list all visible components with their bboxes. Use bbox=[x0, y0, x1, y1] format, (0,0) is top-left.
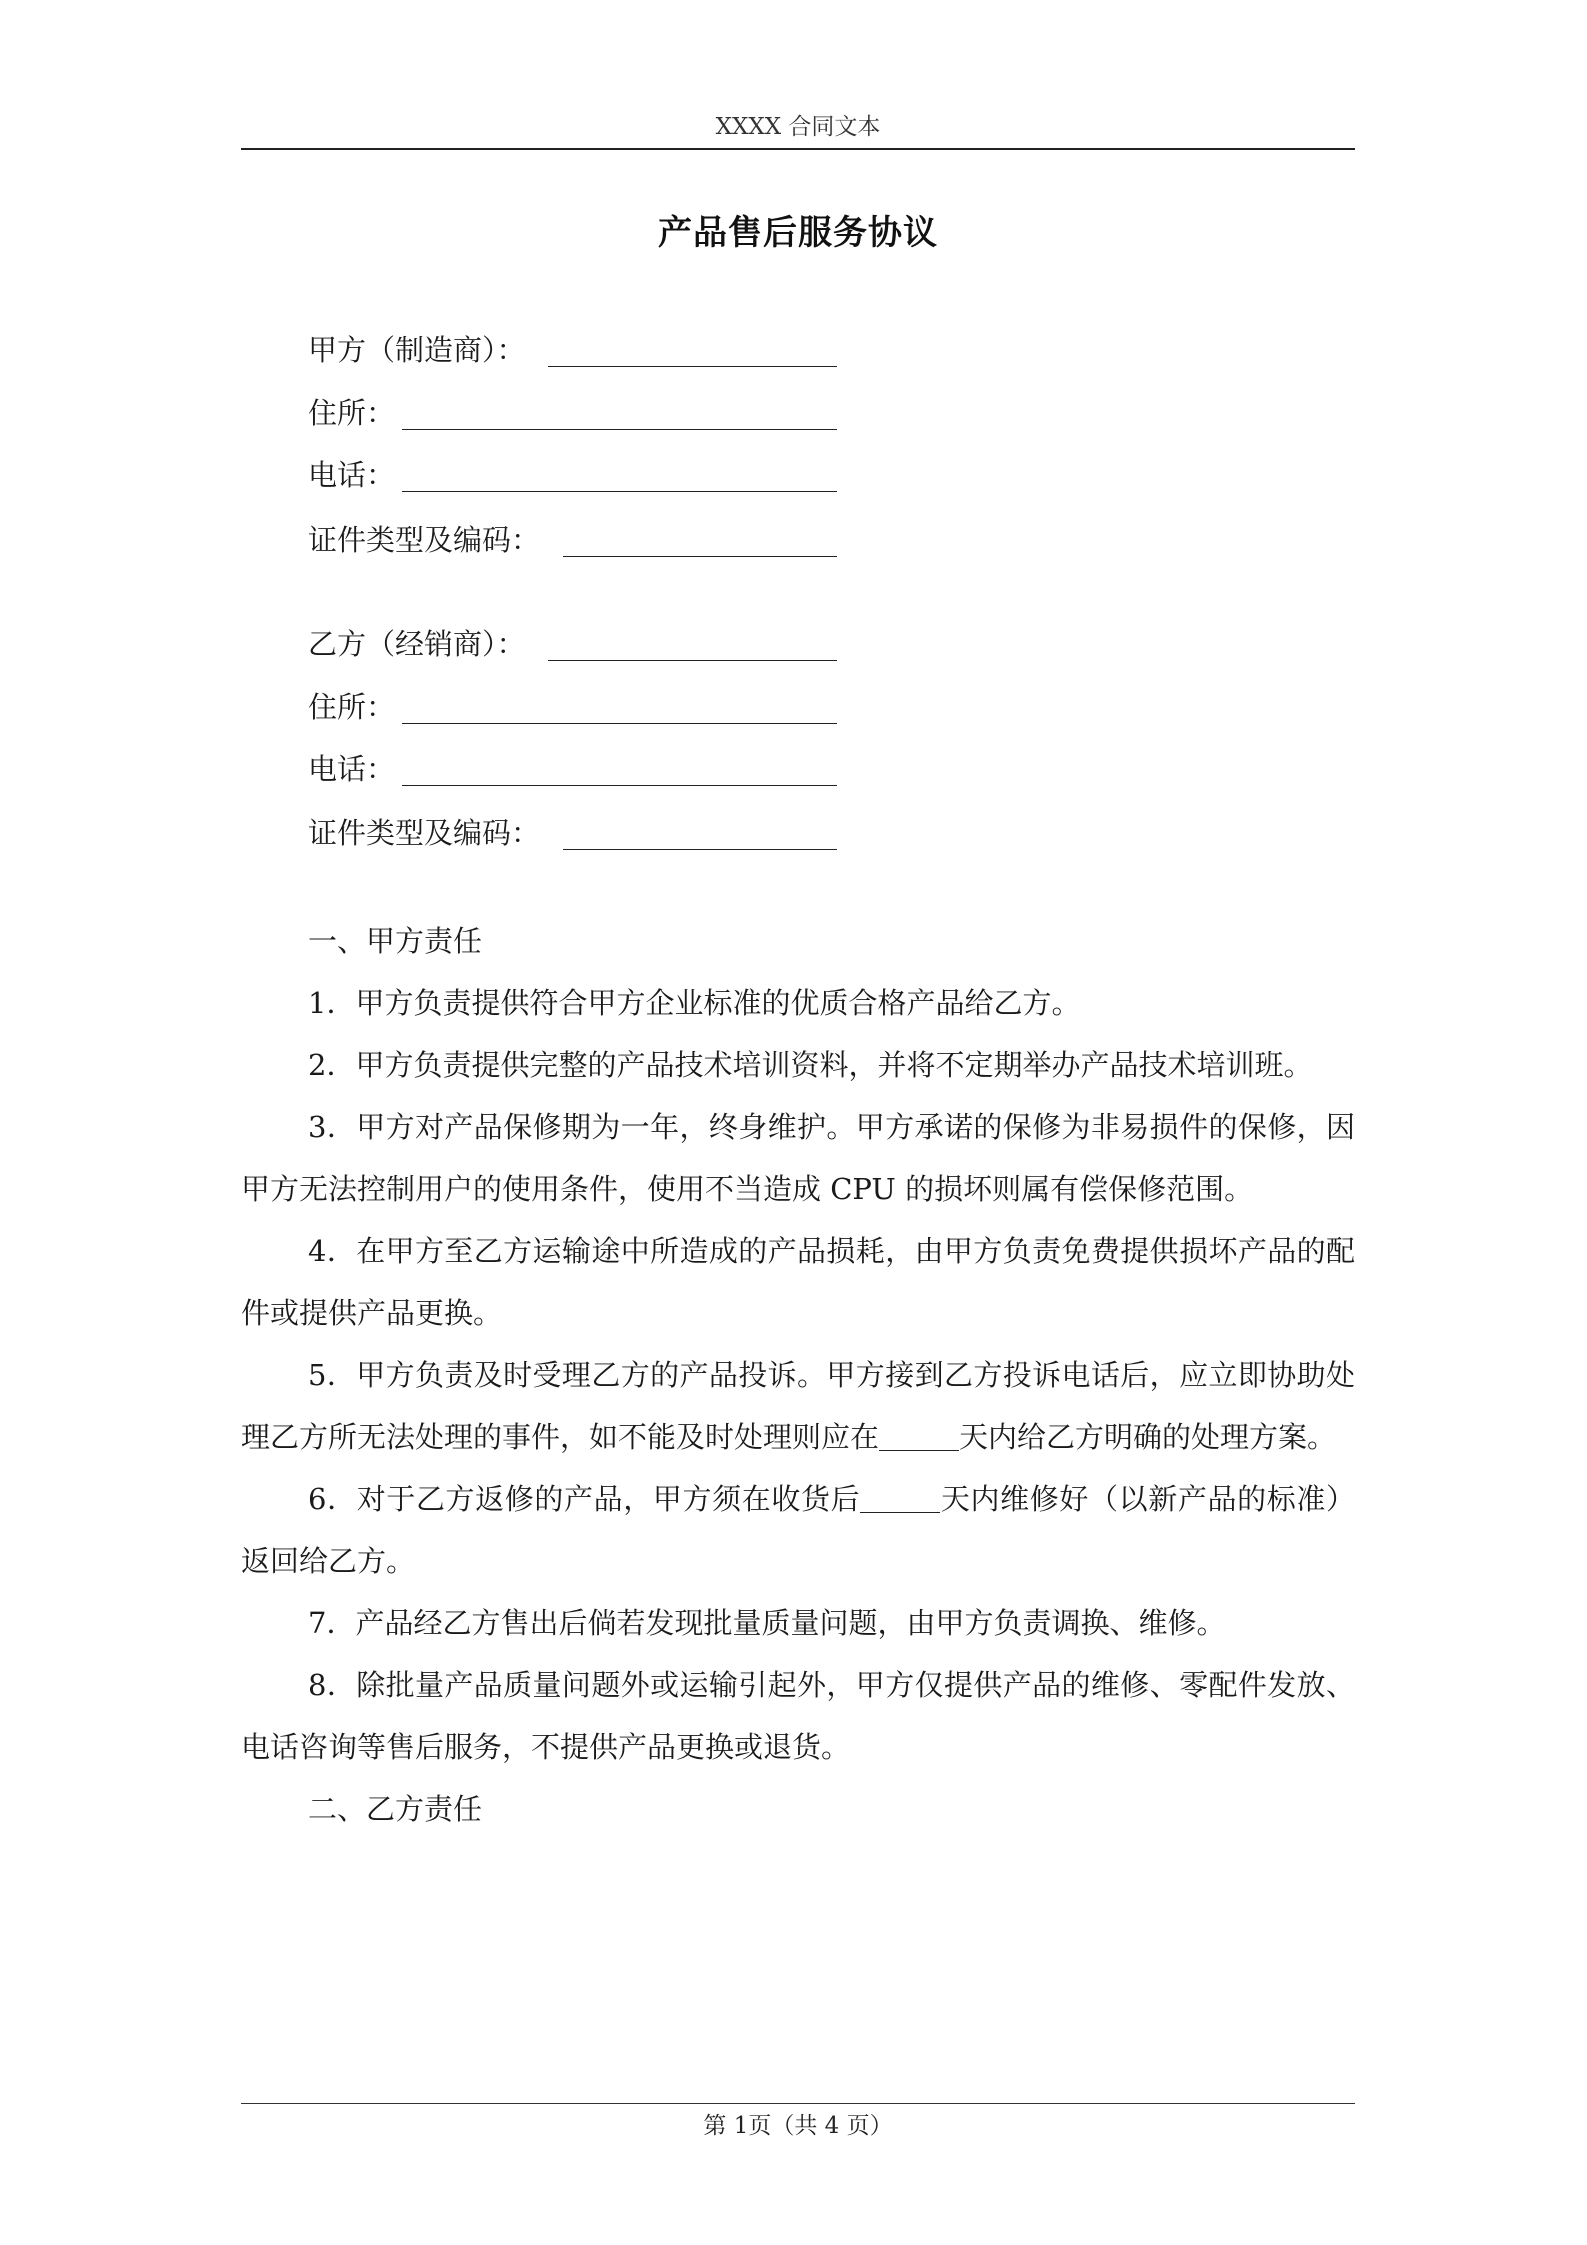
party-b-name-label: 乙方（经销商）： bbox=[308, 627, 526, 661]
party-a-phone-line bbox=[308, 455, 395, 495]
clause-5-days-blank[interactable] bbox=[879, 1421, 959, 1451]
section-heading-party-b-duties: 二、乙方责任 bbox=[308, 1792, 483, 1826]
party-a-phone-blank[interactable] bbox=[402, 491, 837, 492]
party-a-name-label: 甲方（制造商）： bbox=[308, 333, 526, 367]
clause-5 bbox=[241, 1344, 1355, 1468]
party-a-address-line bbox=[308, 393, 395, 433]
contract-body bbox=[241, 910, 1355, 1840]
party-b-phone-blank[interactable] bbox=[402, 785, 837, 786]
party-a-name-blank[interactable] bbox=[548, 366, 837, 367]
page-footer: 第 1页（共 4 页） bbox=[703, 2113, 893, 2139]
clause-5-text-b: 天内给乙方明确的处理方案。 bbox=[959, 1420, 1337, 1454]
party-b-phone-line bbox=[308, 749, 395, 789]
party-b-name-blank[interactable] bbox=[548, 660, 837, 661]
clause-6-text-b: 天内维修好（以新产品的标准）返回给乙方。 bbox=[241, 1482, 1355, 1578]
clause-1: 1．甲方负责提供符合甲方企业标准的优质合格产品给乙方。 bbox=[308, 986, 1081, 1020]
party-b-name-line bbox=[308, 624, 526, 664]
clause-5-text-a: 5．甲方负责及时受理乙方的产品投诉。甲方接到乙方投诉电话后，应立即协助处理乙方所无法处理的事件，如不能及时处理则应在 bbox=[241, 1358, 1355, 1454]
clause-6-text-a: 6．对于乙方返修的产品，甲方须在收货后 bbox=[308, 1482, 861, 1516]
party-b-address-line bbox=[308, 687, 395, 727]
party-a-id-blank[interactable] bbox=[563, 556, 837, 557]
party-b-phone-label: 电话： bbox=[308, 752, 396, 786]
document-title: 产品售后服务协议 bbox=[658, 213, 938, 253]
clause-6-days-blank[interactable] bbox=[860, 1483, 940, 1513]
clause-4: 4．在甲方至乙方运输途中所造成的产品损耗，由甲方负责免费提供损坏产品的配件或提供产品更换。 bbox=[241, 1234, 1355, 1330]
party-b-id-label: 证件类型及编码： bbox=[308, 816, 541, 850]
clause-2: 2．甲方负责提供完整的产品技术培训资料，并将不定期举办产品技术培训班。 bbox=[308, 1048, 1313, 1082]
party-a-name-line bbox=[308, 330, 526, 370]
party-b-address-blank[interactable] bbox=[402, 723, 837, 724]
section-heading-party-a-duties: 一、甲方责任 bbox=[308, 924, 483, 958]
party-a-id-label: 证件类型及编码： bbox=[308, 523, 541, 557]
party-b-address-label: 住所： bbox=[308, 690, 396, 724]
party-b-id-blank[interactable] bbox=[563, 849, 837, 850]
party-b-id-line bbox=[308, 813, 540, 853]
clause-3: 3．甲方对产品保修期为一年，终身维护。甲方承诺的保修为非易损件的保修，因甲方无法控制用户的使用条件，使用不当造成 CPU 的损坏则属有偿保修范围。 bbox=[241, 1110, 1355, 1206]
page-header: XXXX 合同文本 bbox=[715, 114, 881, 140]
clause-8: 8．除批量产品质量问题外或运输引起外，甲方仅提供产品的维修、零配件发放、电话咨询等售后服务，不提供产品更换或退货。 bbox=[241, 1668, 1355, 1764]
party-a-address-blank[interactable] bbox=[402, 429, 837, 430]
clause-6 bbox=[241, 1468, 1355, 1592]
header-divider bbox=[241, 148, 1355, 150]
clause-7: 7．产品经乙方售出后倘若发现批量质量问题，由甲方负责调换、维修。 bbox=[308, 1606, 1226, 1640]
party-a-address-label: 住所： bbox=[308, 396, 396, 430]
footer-divider bbox=[241, 2103, 1355, 2104]
party-a-id-line bbox=[308, 520, 540, 560]
party-a-phone-label: 电话： bbox=[308, 458, 396, 492]
